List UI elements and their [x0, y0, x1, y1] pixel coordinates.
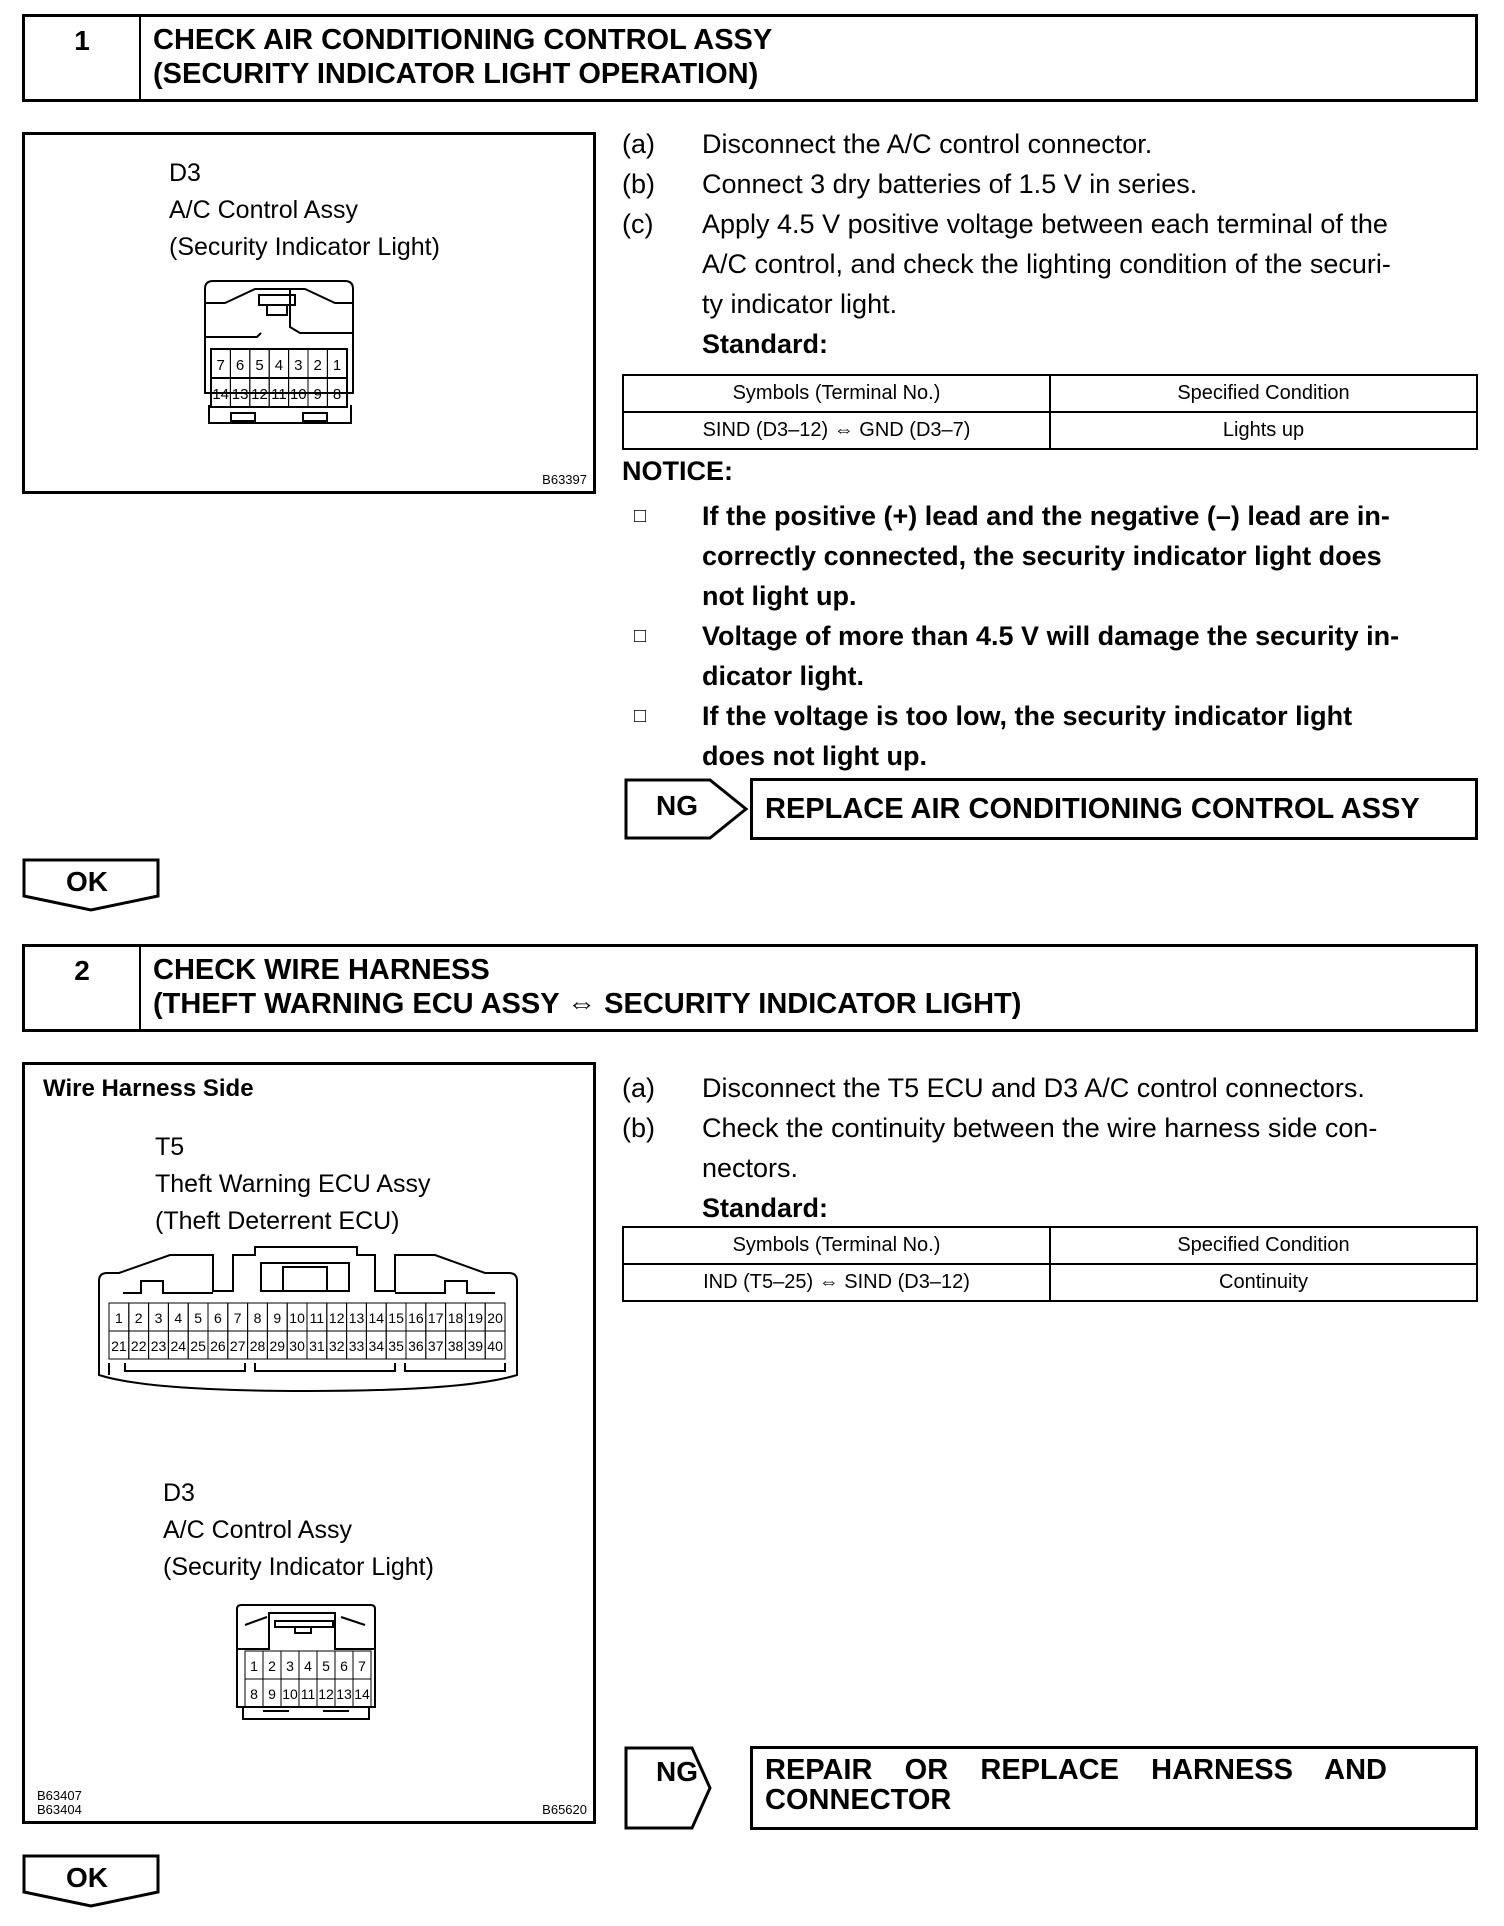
instruction-item [622, 204, 1482, 324]
pin-number: 15 [388, 1310, 404, 1327]
step-number: 2 [25, 947, 141, 1029]
pin-number: 37 [427, 1338, 444, 1355]
pin-number: 39 [467, 1338, 484, 1355]
step-title-line: (THEFT WARNING ECU ASSY ⇔ SECURITY INDICATOR LIGHT) [153, 988, 1022, 1020]
connector-subtitle: (Theft Deterrent ECU) [155, 1207, 400, 1235]
step-2-spec-table [622, 1226, 1478, 1302]
step-title-line: CHECK AIR CONDITIONING CONTROL ASSY [153, 24, 773, 56]
step-1-figure [22, 132, 596, 494]
pin-number: 32 [328, 1338, 345, 1355]
table-row [623, 412, 1477, 449]
pin-number: 8 [250, 1686, 258, 1703]
step-title [141, 17, 784, 99]
pin-number: 6 [235, 356, 245, 374]
pin-number: 23 [150, 1338, 167, 1355]
table-header: Symbols (Terminal No.) [623, 375, 1050, 412]
notice-item [622, 496, 1482, 616]
pin-number: 38 [447, 1338, 464, 1355]
table-cell: Lights up [1050, 412, 1477, 449]
figure-code: B63407 [37, 1788, 82, 1803]
instruction-line: ty indicator light. [702, 289, 898, 319]
pin-number: 9 [268, 1686, 276, 1703]
instruction-line: nectors. [702, 1153, 799, 1183]
pin-number: 10 [282, 1686, 298, 1703]
connector-d3-harness-diagram [233, 1603, 383, 1727]
pin-number: 1 [115, 1310, 123, 1327]
figure-heading: Wire Harness Side [43, 1075, 254, 1102]
standard-label: Standard: [702, 1193, 829, 1223]
pin-number: 14 [354, 1686, 370, 1703]
notice-list [622, 496, 1482, 776]
pin-number: 7 [233, 1310, 242, 1327]
pin-number: 4 [274, 356, 284, 374]
pin-number: 14 [368, 1310, 385, 1327]
pin-number: 3 [154, 1310, 163, 1327]
pin-number: 13 [336, 1686, 352, 1703]
pin-number: 11 [271, 385, 287, 403]
connector-component: A/C Control Assy [163, 1516, 352, 1544]
instruction-item [622, 164, 1482, 204]
pin-number: 33 [348, 1338, 365, 1355]
notice-line: does not light up. [702, 741, 927, 771]
notice-line: Voltage of more than 4.5 V will damage the security in- [702, 621, 1400, 651]
figure-code: B65620 [542, 1802, 587, 1817]
instruction-item [622, 1068, 1482, 1108]
pin-number: 10 [289, 385, 307, 403]
pin-number: 9 [273, 1310, 282, 1327]
table-cell: SIND (D3–12) ⇔ GND (D3–7) [623, 412, 1050, 449]
pin-number: 12 [251, 385, 268, 403]
notice-line: dicator light. [702, 661, 864, 691]
pin-number: 20 [487, 1310, 503, 1327]
pin-number: 6 [214, 1310, 222, 1327]
table-cell: IND (T5–25) ⇔ SIND (D3–12) [623, 1264, 1050, 1301]
connector-t5-diagram [85, 1245, 545, 1395]
checkbox-bullet-icon: □ [634, 505, 647, 527]
instruction-label: (b) [622, 1113, 655, 1143]
instruction-label: (c) [622, 209, 654, 239]
pin-number: 2 [313, 356, 322, 374]
checkbox-bullet-icon: □ [634, 625, 647, 647]
pin-number: 36 [408, 1338, 424, 1355]
connector-id: D3 [169, 159, 201, 187]
pin-number: 2 [134, 1310, 143, 1327]
instruction-label: (a) [622, 1073, 655, 1103]
step-2-header [22, 944, 1478, 1032]
ok-label[interactable]: OK [66, 866, 108, 897]
instruction-item [622, 1108, 1482, 1188]
notice-item [622, 696, 1482, 776]
pin-number: 3 [286, 1658, 294, 1675]
pin-number: 34 [368, 1338, 385, 1355]
pin-number: 2 [268, 1658, 276, 1675]
pin-number: 5 [322, 1658, 330, 1675]
pin-number: 4 [174, 1310, 183, 1327]
instruction-text: Disconnect the A/C control connector. [702, 129, 1153, 159]
table-header-row [623, 1227, 1477, 1264]
table-row [623, 1264, 1477, 1301]
pin-number: 6 [340, 1658, 348, 1675]
ng-action-box[interactable] [750, 1746, 1478, 1830]
ng-action-line: CONNECTOR [765, 1784, 952, 1816]
step-1-header [22, 14, 1478, 102]
pin-number: 25 [190, 1338, 206, 1355]
instruction-label: (b) [622, 169, 655, 199]
connector-d3-diagram [195, 275, 395, 435]
step-1-spec-table [622, 374, 1478, 450]
ng-action-line: REPAIR OR REPLACE HARNESS AND [765, 1754, 1387, 1786]
pin-number: 30 [289, 1338, 305, 1355]
pin-number: 18 [447, 1310, 464, 1327]
notice-text [702, 496, 1482, 616]
pin-number: 1 [250, 1658, 258, 1675]
table-header: Specified Condition [1050, 1227, 1477, 1264]
pin-number: 13 [348, 1310, 365, 1327]
notice-line: If the voltage is too low, the security indicator light [702, 701, 1353, 731]
pin-number: 35 [388, 1338, 404, 1355]
ng-label[interactable]: NG [656, 1756, 698, 1787]
notice-title: NOTICE: [622, 456, 733, 486]
pin-number: 8 [332, 385, 342, 403]
pin-number: 11 [300, 1686, 316, 1703]
table-header: Specified Condition [1050, 375, 1477, 412]
figure-code: B63404 [37, 1802, 82, 1817]
pin-number: 3 [294, 356, 303, 374]
notice-item [622, 616, 1482, 696]
pin-number: 22 [130, 1338, 147, 1355]
pin-number: 7 [358, 1658, 366, 1675]
pin-number: 7 [216, 356, 225, 374]
step-title-line: (SECURITY INDICATOR LIGHT OPERATION) [153, 58, 759, 90]
instruction-text [702, 204, 1482, 324]
instruction-text [702, 1108, 1482, 1188]
pin-number: 14 [212, 385, 230, 403]
step-2-instructions [622, 1068, 1482, 1228]
pin-number: 40 [487, 1338, 503, 1355]
ng-label[interactable]: NG [656, 790, 698, 821]
connector-id: D3 [163, 1479, 195, 1507]
pin-number: 26 [210, 1338, 226, 1355]
pin-number: 10 [289, 1310, 305, 1327]
pin-number: 1 [332, 356, 342, 374]
notice-text [702, 696, 1482, 776]
pin-number: 12 [318, 1686, 334, 1703]
pin-number: 9 [313, 385, 322, 403]
instruction-line: Apply 4.5 V positive voltage between each terminal of the [702, 209, 1388, 239]
instruction-item [622, 124, 1482, 164]
pin-number: 8 [253, 1310, 262, 1327]
step-2-figure [22, 1062, 596, 1824]
table-header-row [623, 375, 1477, 412]
pin-number: 16 [408, 1310, 424, 1327]
instruction-line: A/C control, and check the lighting condition of the securi- [702, 249, 1391, 279]
pin-number: 19 [467, 1310, 484, 1327]
pin-number: 17 [427, 1310, 444, 1327]
step-title-line: CHECK WIRE HARNESS [153, 954, 490, 986]
notice-line: correctly connected, the security indicator light does [702, 541, 1382, 571]
standard-label: Standard: [702, 329, 829, 359]
instruction-text: Disconnect the T5 ECU and D3 A/C control connectors. [702, 1073, 1365, 1103]
ok-label[interactable]: OK [66, 1862, 108, 1893]
connector-subtitle: (Security Indicator Light) [169, 233, 440, 261]
connector-subtitle: (Security Indicator Light) [163, 1553, 434, 1581]
table-cell: Continuity [1050, 1264, 1477, 1301]
pin-number: 12 [328, 1310, 345, 1327]
notice-text [702, 616, 1482, 696]
notice-line: If the positive (+) lead and the negative (–) lead are in- [702, 501, 1390, 531]
step-title [141, 947, 1033, 1029]
instruction-label: (a) [622, 129, 655, 159]
step-number: 1 [25, 17, 141, 99]
instruction-text: Connect 3 dry batteries of 1.5 V in series. [702, 169, 1198, 199]
pin-number: 31 [309, 1338, 325, 1355]
pin-number: 13 [231, 385, 249, 403]
pin-number: 5 [194, 1310, 202, 1327]
table-header: Symbols (Terminal No.) [623, 1227, 1050, 1264]
instruction-line: Check the continuity between the wire harness side con- [702, 1113, 1378, 1143]
pin-number: 29 [269, 1338, 286, 1355]
figure-code: B63397 [542, 472, 587, 487]
pin-number: 5 [255, 356, 264, 374]
connector-id: T5 [155, 1133, 185, 1161]
pin-number: 28 [249, 1338, 266, 1355]
pin-number: 24 [170, 1338, 187, 1355]
notice-line: not light up. [702, 581, 857, 611]
checkbox-bullet-icon: □ [634, 705, 647, 727]
connector-component: Theft Warning ECU Assy [155, 1170, 431, 1198]
pin-number: 21 [111, 1338, 127, 1355]
connector-component: A/C Control Assy [169, 196, 358, 224]
pin-number: 4 [304, 1658, 312, 1675]
ng-action-box[interactable]: REPLACE AIR CONDITIONING CONTROL ASSY [750, 778, 1478, 840]
step-1-instructions [622, 124, 1482, 364]
pin-number: 11 [309, 1310, 325, 1327]
pin-number: 27 [229, 1338, 246, 1355]
